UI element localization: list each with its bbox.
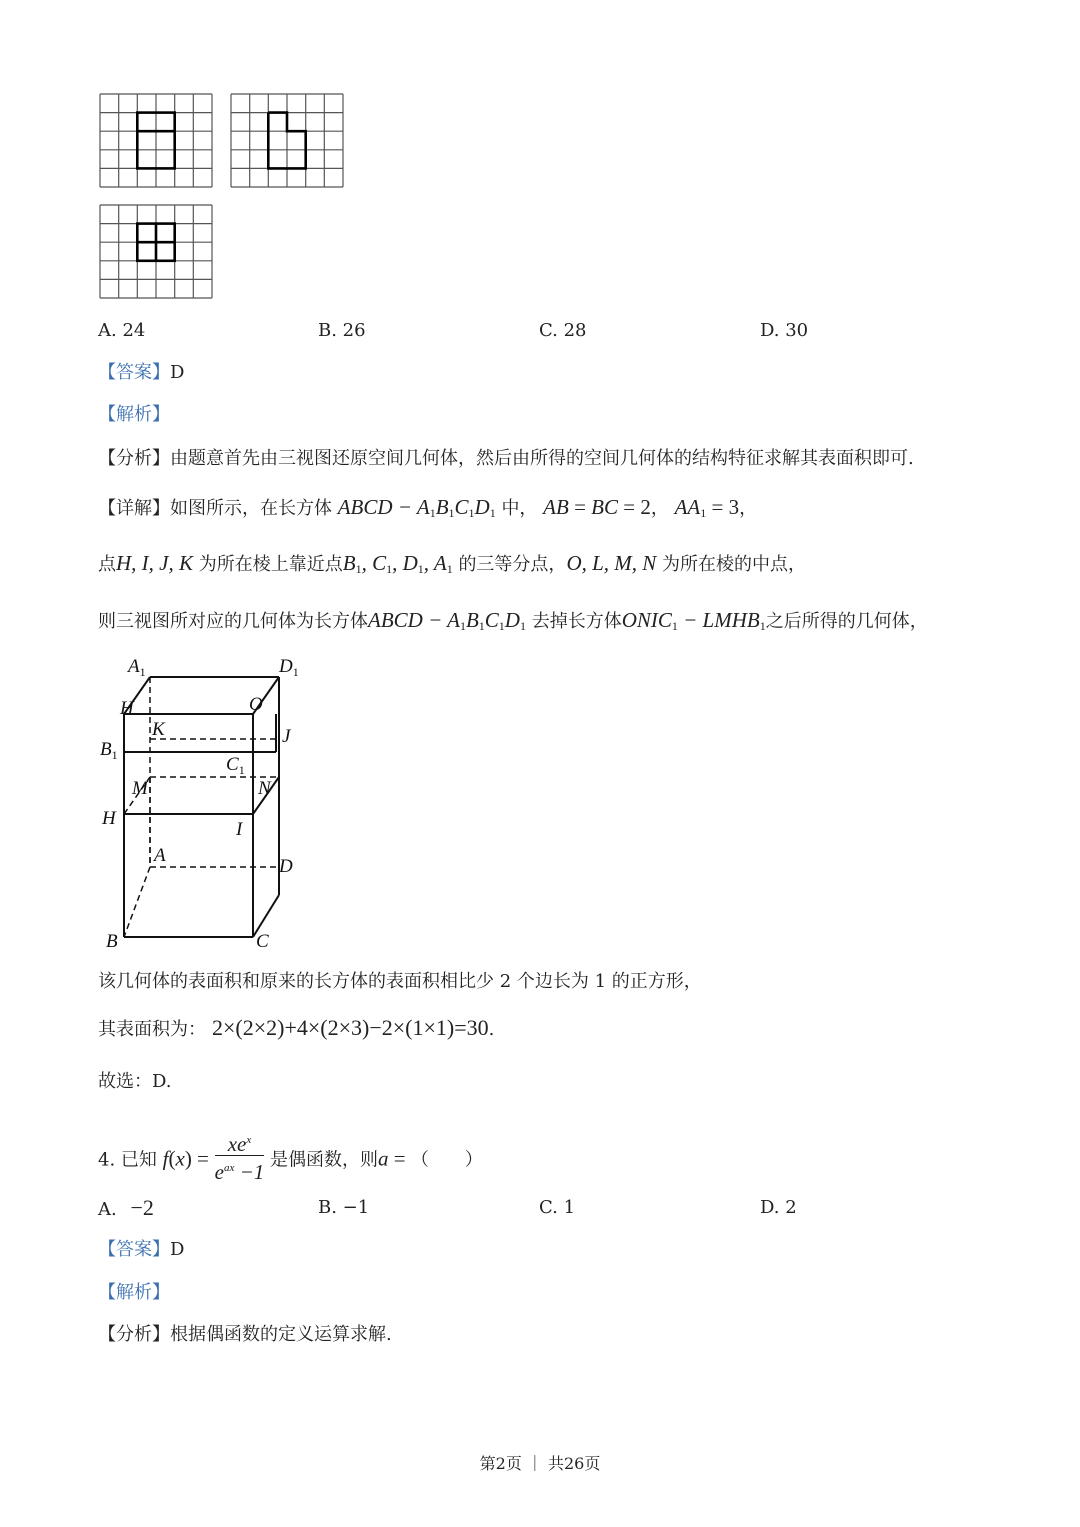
option-c: C. 28: [539, 320, 587, 341]
detail-text-3b: 去掉长方体: [531, 611, 622, 632]
cuboid-figure: [98, 652, 318, 957]
detail-text-1b: 中，: [501, 498, 538, 519]
q4-answer-value: D: [170, 1239, 185, 1260]
detail-text-1a: 如图所示，在长方体: [170, 498, 332, 519]
side-view-grid: [229, 92, 347, 189]
detail-tag: 【详解】: [98, 498, 170, 519]
figure-hidden-edges: [124, 677, 279, 937]
label-j: J: [282, 726, 291, 747]
q4-fenxi-text: 根据偶函数的定义运算求解.: [170, 1324, 392, 1345]
label-n: N: [258, 778, 271, 799]
analysis-tag: 【解析】: [98, 404, 170, 425]
q4-fraction: $xe^x$ $e^{ax} -1$: [215, 1129, 265, 1184]
label-c1: $C_1$: [226, 754, 245, 777]
math-ab-bc: AB: [543, 495, 569, 519]
fenxi-line: [98, 447, 914, 471]
figure-solid-edges: [124, 677, 279, 937]
option-a: A. 24: [98, 320, 146, 341]
q4-function: f: [162, 1146, 169, 1171]
q4-fenxi-line: [98, 1323, 392, 1347]
label-k: K: [152, 719, 165, 740]
detail-text-2d: 为所在棱的中点，: [662, 554, 807, 575]
q4-stem: 4. 已知 f(x) = $xe^x$ $e^{ax} -1$ 是偶函数，则a = （ ）: [98, 1133, 483, 1177]
detail-text-2a: 点: [98, 554, 116, 575]
q4-option-a-value: −2: [130, 1195, 154, 1220]
label-l: H: [120, 698, 134, 719]
surface-area-label: 其表面积为：: [98, 1019, 206, 1040]
detail-line-3: [98, 608, 928, 638]
math-cuboid-2: ABCD − $A_1B_1C_1D_1$: [368, 608, 526, 633]
option-d: D. 30: [760, 320, 809, 341]
conclusion-line-1: 该几何体的表面积和原来的长方体的表面积相比少 2 个边长为 1 的正方形，: [98, 971, 702, 992]
label-a: A: [154, 845, 166, 866]
label-b1: $B_1$: [100, 739, 118, 762]
detail-text-2b: 为所在棱上靠近点: [198, 554, 343, 575]
label-b: B: [106, 931, 118, 952]
detail-line-2: [98, 551, 806, 581]
math-points-1: $B_1$, $C_1$, $D_1$, $A_1$: [342, 551, 453, 576]
math-aa1: $AA_1$: [674, 495, 707, 520]
page-footer: 第2页 ｜ 共26页: [479, 1454, 601, 1473]
formula-end: .: [488, 1019, 495, 1040]
detail-text-3c: 之后所得的几何体，: [765, 611, 928, 632]
q4-option-c: C. 1: [539, 1197, 576, 1218]
q4-var-a: a: [378, 1146, 389, 1171]
choose-line: 故选：D.: [98, 1071, 172, 1092]
answer-line: [98, 361, 184, 385]
option-b: B. 26: [318, 320, 366, 341]
math-cuboid-1: ABCD − $A_1B_1C_1D_1$: [337, 495, 496, 520]
fenxi-text: 由题意首先由三视图还原空间几何体，然后由所得的空间几何体的结构特征求解其表面积即可.: [170, 448, 914, 469]
math-olmn: O, L, M, N: [566, 551, 657, 575]
q4-answer-tag: 【答案】: [98, 1239, 170, 1260]
detail-text-3a: 则三视图所对应的几何体为长方体: [98, 611, 368, 632]
top-view-grid: [98, 203, 216, 300]
q4-analysis-tag: 【解析】: [98, 1282, 170, 1303]
answer-tag: 【答案】: [98, 362, 170, 383]
detail-text-1d: ，: [739, 498, 758, 519]
label-m: M: [132, 778, 148, 799]
math-hijk: H, I, J, K: [116, 551, 193, 575]
surface-area-formula: 2×(2×2)+4×(2×3)−2×(1×1)=30: [212, 1015, 489, 1040]
label-i: I: [236, 819, 243, 840]
q4-stem-c: （ ）: [410, 1149, 483, 1171]
front-view-grid: [98, 92, 216, 189]
answer-value: D: [170, 362, 185, 383]
label-o: O: [249, 694, 263, 715]
q4-option-b: B. −1: [318, 1197, 370, 1218]
q4-answer-line: [98, 1238, 184, 1262]
q4-stem-b: 是偶函数，则: [270, 1149, 379, 1171]
q4-fenxi-tag: 【分析】: [98, 1324, 170, 1345]
label-h: H: [102, 808, 116, 829]
label-a1: $A_1$: [128, 656, 146, 679]
q4-option-a-label: A.: [98, 1199, 117, 1220]
conclusion-line-2: [98, 1016, 494, 1042]
label-d: D: [279, 856, 293, 877]
detail-text-1c: ，: [650, 498, 669, 519]
q4-option-d: D. 2: [760, 1197, 797, 1218]
fenxi-tag: 【分析】: [98, 448, 170, 469]
detail-text-2c: 的三等分点，: [458, 554, 567, 575]
math-cuboid-3: $ONIC_1$ − $LMHB_1$: [621, 608, 766, 633]
label-d1: $D_1$: [279, 656, 299, 679]
detail-line-1: 【详解】如图所示，在长方体 ABCD − $A_1B_1C_1D_1$ 中， AB = BC = 2， $AA_1 = 3$，: [98, 495, 758, 520]
q4-stem-a: 4. 已知: [98, 1149, 157, 1171]
q4-option-a: [98, 1196, 154, 1222]
label-c: C: [256, 931, 269, 952]
